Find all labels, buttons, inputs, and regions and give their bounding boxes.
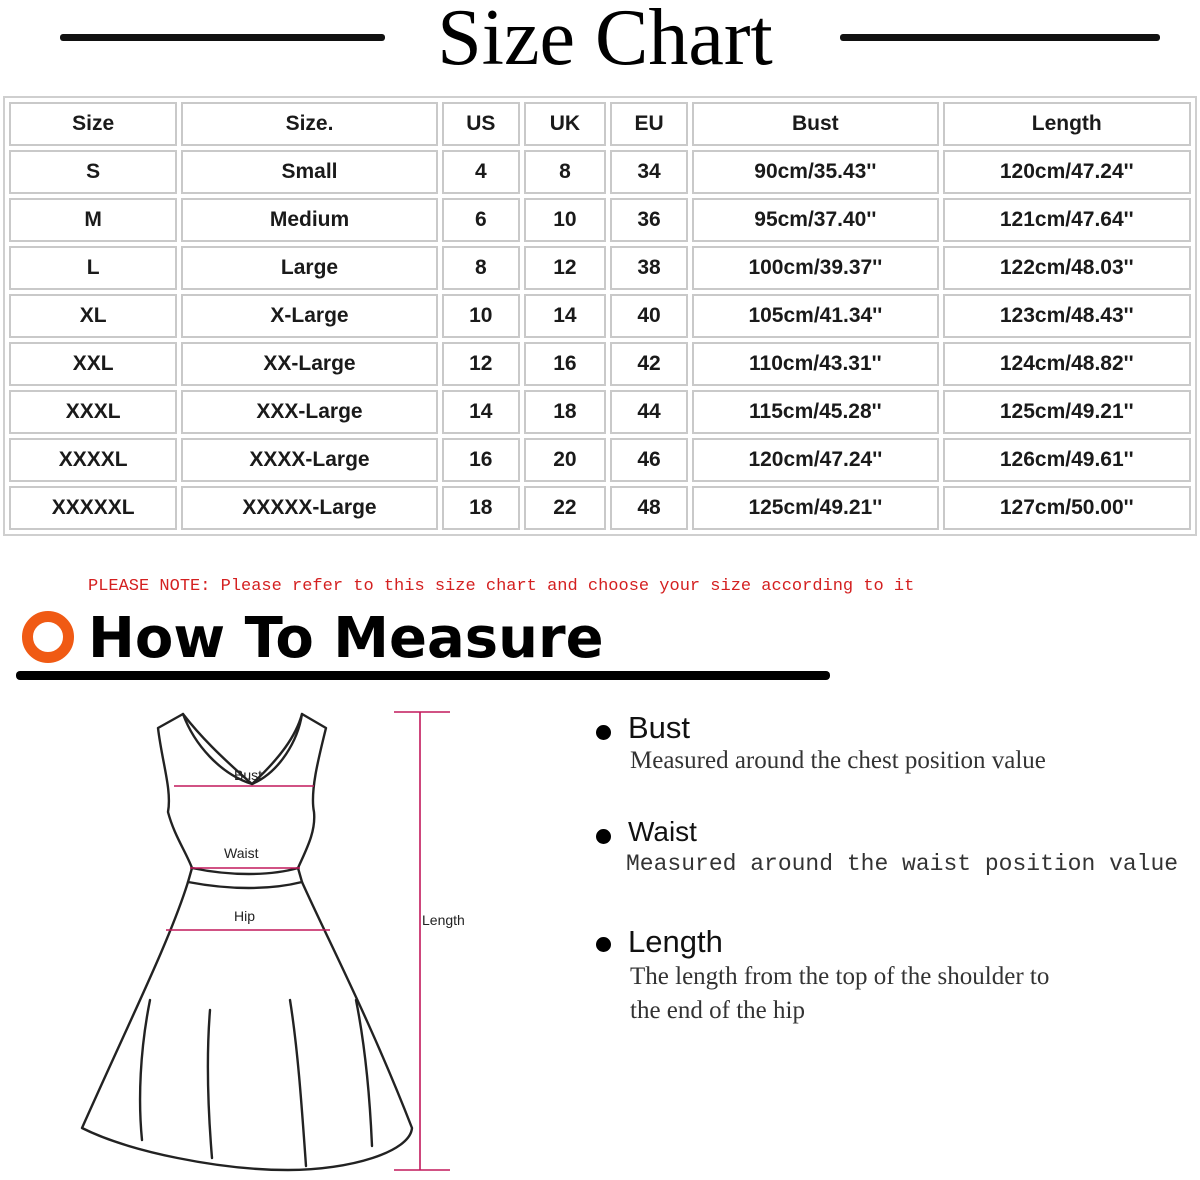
table-cell: 110cm/43.31''	[692, 342, 938, 386]
waist-label: Waist	[224, 845, 259, 861]
table-cell: 125cm/49.21''	[692, 486, 938, 530]
table-cell: XX-Large	[181, 342, 437, 386]
how-to-measure-underline	[16, 671, 830, 680]
bullet-icon	[596, 829, 611, 844]
table-cell: 12	[524, 246, 606, 290]
title-row	[0, 0, 1200, 80]
table-cell: 20	[524, 438, 606, 482]
table-cell: 40	[610, 294, 688, 338]
table-cell: XXX-Large	[181, 390, 437, 434]
measure-description: Measured around the waist position value	[626, 851, 1179, 877]
table-row	[9, 390, 1191, 434]
table-row	[9, 198, 1191, 242]
header-cell: Size	[9, 102, 177, 146]
table-cell: XXXL	[9, 390, 177, 434]
orange-ring-icon	[22, 611, 74, 663]
header-cell: US	[442, 102, 520, 146]
header-cell: EU	[610, 102, 688, 146]
table-cell: 8	[442, 246, 520, 290]
header-cell: UK	[524, 102, 606, 146]
table-cell: 100cm/39.37''	[692, 246, 938, 290]
title-rule-left	[60, 34, 385, 41]
how-to-measure-title: How To Measure	[88, 606, 604, 671]
page-title: Size Chart	[437, 0, 773, 82]
table-cell: 4	[442, 150, 520, 194]
table-cell: 126cm/49.61''	[943, 438, 1191, 482]
table-cell: 95cm/37.40''	[692, 198, 938, 242]
table-cell: 120cm/47.24''	[692, 438, 938, 482]
measure-description: the end of the hip	[630, 997, 805, 1024]
table-cell: X-Large	[181, 294, 437, 338]
table-cell: Large	[181, 246, 437, 290]
table-row	[9, 294, 1191, 338]
measure-label: Waist	[628, 816, 697, 847]
table-cell: 120cm/47.24''	[943, 150, 1191, 194]
table-cell: 18	[524, 390, 606, 434]
dress-diagram	[70, 700, 490, 1180]
table-cell: XXL	[9, 342, 177, 386]
table-cell: M	[9, 198, 177, 242]
table-cell: 10	[524, 198, 606, 242]
size-note: PLEASE NOTE: Please refer to this size chart and choose your size according to it	[88, 577, 915, 596]
table-cell: XXXXX-Large	[181, 486, 437, 530]
bullet-icon	[596, 937, 611, 952]
hip-label: Hip	[234, 908, 256, 924]
table-cell: S	[9, 150, 177, 194]
table-cell: 14	[442, 390, 520, 434]
size-table	[3, 96, 1197, 536]
table-cell: 34	[610, 150, 688, 194]
table-row	[9, 150, 1191, 194]
table-cell: 18	[442, 486, 520, 530]
table-cell: 10	[442, 294, 520, 338]
table-cell: 127cm/50.00''	[943, 486, 1191, 530]
table-cell: 125cm/49.21''	[943, 390, 1191, 434]
table-cell: 90cm/35.43''	[692, 150, 938, 194]
table-cell: 121cm/47.64''	[943, 198, 1191, 242]
measure-label: Bust	[628, 710, 691, 745]
table-cell: 44	[610, 390, 688, 434]
bust-label: Bust	[234, 767, 263, 783]
table-cell: 8	[524, 150, 606, 194]
header-cell: Length	[943, 102, 1191, 146]
table-row	[9, 342, 1191, 386]
table-cell: 6	[442, 198, 520, 242]
table-cell: 16	[442, 438, 520, 482]
table-cell: 122cm/48.03''	[943, 246, 1191, 290]
table-cell: 16	[524, 342, 606, 386]
table-cell: XXXXL	[9, 438, 177, 482]
table-row	[9, 438, 1191, 482]
table-cell: XXXXXL	[9, 486, 177, 530]
table-cell: 115cm/45.28''	[692, 390, 938, 434]
measure-label: Length	[628, 924, 723, 959]
table-cell: 22	[524, 486, 606, 530]
table-row	[9, 246, 1191, 290]
table-cell: 124cm/48.82''	[943, 342, 1191, 386]
table-cell: 38	[610, 246, 688, 290]
table-cell: 48	[610, 486, 688, 530]
table-cell: Medium	[181, 198, 437, 242]
table-row	[9, 486, 1191, 530]
bullet-icon	[596, 725, 611, 740]
table-cell: 46	[610, 438, 688, 482]
length-label: Length	[422, 912, 465, 928]
table-cell: XXXX-Large	[181, 438, 437, 482]
table-cell: 123cm/48.43''	[943, 294, 1191, 338]
title-rule-right	[840, 34, 1160, 41]
table-cell: 36	[610, 198, 688, 242]
table-cell: 12	[442, 342, 520, 386]
table-cell: 14	[524, 294, 606, 338]
table-cell: 42	[610, 342, 688, 386]
header-cell: Bust	[692, 102, 938, 146]
dress-waistband	[192, 868, 298, 874]
measure-description: The length from the top of the shoulder to	[630, 963, 1050, 990]
table-cell: L	[9, 246, 177, 290]
table-cell: XL	[9, 294, 177, 338]
header-cell: Size.	[181, 102, 437, 146]
table-cell: 105cm/41.34''	[692, 294, 938, 338]
measure-description: Measured around the chest position value	[630, 747, 1046, 774]
table-cell: Small	[181, 150, 437, 194]
table-header-row	[9, 102, 1191, 146]
